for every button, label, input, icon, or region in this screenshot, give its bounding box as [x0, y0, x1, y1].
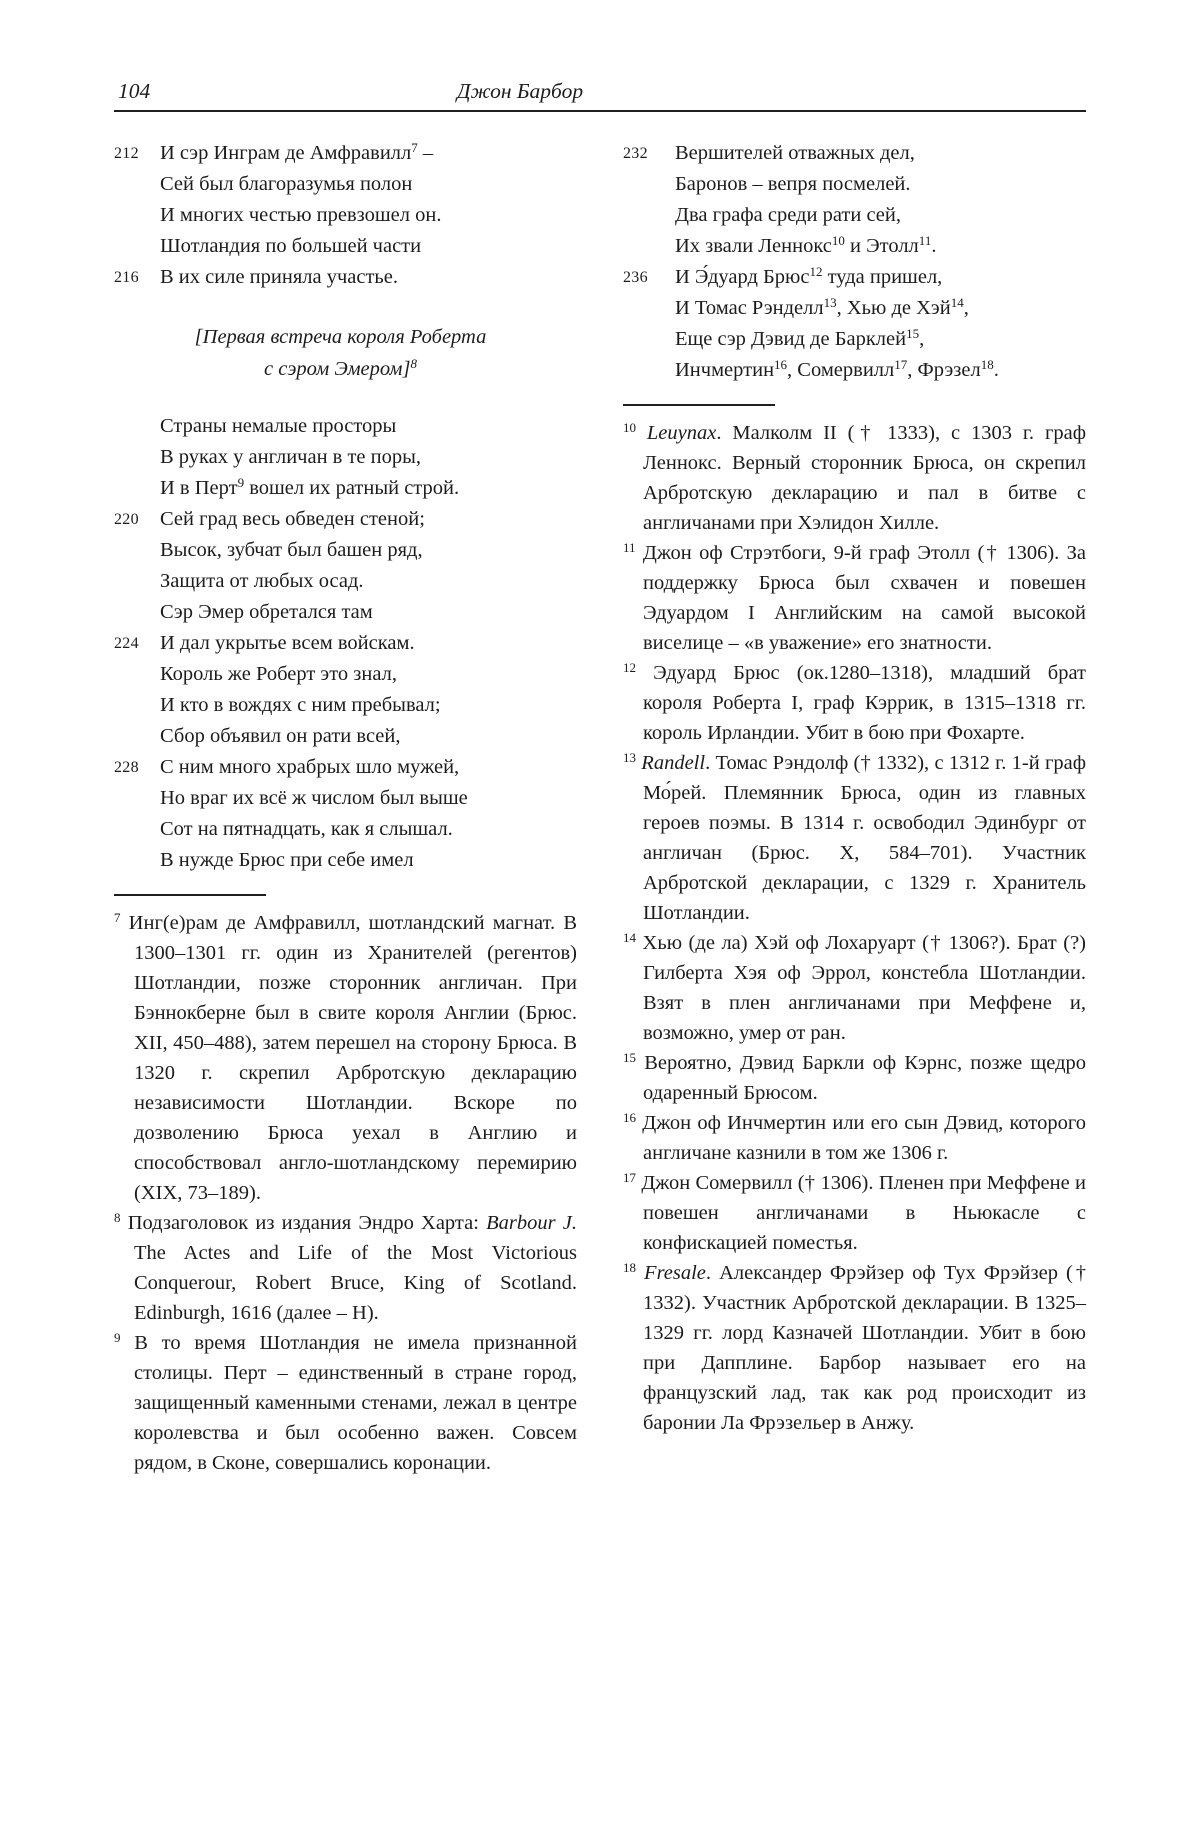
text-run: Инчмертин	[675, 359, 775, 381]
text-run: Подзаголовок из издания Эндро Харта:	[127, 1212, 487, 1234]
text-run: Хью (де ла) Хэй оф Лохаруарт († 1306?). Брат (?) Гилберта Хэя оф Эррол, констебла Шотландии. Взят в плен англичанами при Меффене и, возможно, умер от ран.	[642, 932, 1086, 1044]
footnote	[623, 1258, 1086, 1438]
footnote	[623, 658, 1086, 748]
footnote-number: 15	[623, 1050, 636, 1065]
page-header	[114, 74, 1086, 106]
text-run: Но враг их всё ж числом был выше	[160, 787, 468, 809]
text-run: The Actes and Life of the Most Victorious Conquerour, Robert Bruce, King of Scotland. Edinburgh, 1616 (далее – H).	[134, 1242, 577, 1324]
text-run: Сей град весь обведен стеной;	[160, 508, 425, 530]
text-run: В нужде Брюс при себе имел	[160, 849, 414, 871]
verse-line	[160, 473, 577, 504]
verse-line	[160, 169, 577, 200]
text-run: , Фрэзел	[907, 359, 981, 381]
footnote-ref: 11	[918, 233, 932, 248]
section-heading-line	[114, 353, 567, 385]
italic-text: Barbour J.	[486, 1212, 578, 1234]
footnote-number: 11	[623, 540, 636, 555]
text-run: с сэром Эмером]	[264, 358, 411, 380]
verse-line	[160, 721, 577, 752]
text-run: Сей был благоразумья полон	[160, 173, 413, 195]
footnote-ref: 9	[237, 475, 245, 490]
verse-line-number: 212	[114, 145, 139, 162]
footnotes-right	[623, 418, 1086, 1438]
verse-line	[160, 659, 577, 690]
footnote-ref: 13	[823, 295, 837, 310]
text-run: –	[417, 142, 434, 164]
verse-line	[675, 355, 1086, 386]
footnote	[623, 418, 1086, 538]
verse-line	[675, 231, 1086, 262]
footnote	[623, 1108, 1086, 1168]
verse-line	[160, 442, 577, 473]
text-run: ,	[919, 328, 925, 350]
text-run: , Сомервилл	[787, 359, 895, 381]
footnote	[114, 908, 577, 1208]
footnote-ref: 10	[831, 233, 845, 248]
verse-line	[623, 262, 1086, 293]
verse-block-opening	[114, 138, 577, 293]
text-run: Джон Сомервилл († 1306). Пленен при Меффене и повешен англичанами в Ньюкасле с конфискацией поместья.	[641, 1172, 1087, 1254]
text-run: Высок, зубчат был башен ряд,	[160, 539, 423, 561]
text-run: В то время Шотландия не имела признанной столицы. Перт – единственный в стране город, защищенный каменными стенами, лежал в центре королевства и был особенно важен. Совсем рядом, в Сконе, совершались коронации.	[134, 1332, 577, 1474]
verse-line	[160, 597, 577, 628]
text-run: и Этолл	[844, 235, 919, 257]
verse-line-number: 224	[114, 635, 139, 652]
text-run: вошел их ратный строй.	[244, 477, 460, 499]
text-run: Баронов – вепря посмелей.	[675, 173, 911, 195]
footnote-number: 7	[114, 910, 121, 925]
footnote-number: 12	[623, 660, 636, 675]
text-run: Еще сэр Дэвид де Барклей	[675, 328, 907, 350]
section-heading-line	[114, 321, 567, 353]
footnote-number: 9	[114, 1330, 121, 1345]
verse-block-continuation	[623, 138, 1086, 386]
text-run: Шотландия по большей части	[160, 235, 422, 257]
verse-line	[675, 200, 1086, 231]
section-heading	[114, 321, 567, 385]
footnote	[114, 1208, 577, 1328]
footnote-number: 8	[114, 1210, 121, 1225]
text-run: Король же Роберт это знал,	[160, 663, 397, 685]
text-run: И многих честью превзошел он.	[160, 204, 442, 226]
text-run: И Томас Рэнделл	[675, 297, 824, 319]
footnote-separator	[114, 894, 266, 896]
verse-line	[160, 566, 577, 597]
footnote	[623, 1168, 1086, 1258]
text-run: [Первая встреча короля Роберта	[194, 326, 487, 348]
text-run: . Малколм II († 1333), с 1303 г. граф Леннокс. Верный сторонник Брюса, он скрепил Арбротскую декларацию и пал в битве с англичанами при Хэлидон Хилле.	[643, 422, 1086, 534]
verse-line	[160, 411, 577, 442]
verse-line	[160, 690, 577, 721]
footnote-ref: 17	[894, 357, 908, 372]
text-run: Их звали Леннокс	[675, 235, 832, 257]
footnote	[623, 928, 1086, 1048]
footnote-ref: 15	[906, 326, 920, 341]
text-run: Вершителей отважных дел,	[675, 142, 915, 164]
verse-line	[160, 535, 577, 566]
text-run: Сэр Эмер обретался там	[160, 601, 373, 623]
verse-line	[114, 628, 577, 659]
footnote-number: 10	[623, 420, 636, 435]
italic-text: Leuynax	[646, 422, 717, 444]
footnote	[623, 748, 1086, 928]
footnote-number: 13	[623, 750, 636, 765]
verse-line	[160, 231, 577, 262]
footnote-ref: 8	[410, 356, 417, 371]
text-run: туда пришел,	[822, 266, 943, 288]
footnote-number: 16	[623, 1110, 636, 1125]
text-run: И сэр Инграм де Амфравилл	[160, 142, 412, 164]
text-run: ,	[963, 297, 969, 319]
verse-line	[160, 814, 577, 845]
footnote-ref: 14	[950, 295, 964, 310]
text-run: И в Перт	[160, 477, 238, 499]
footnote-number: 17	[623, 1170, 636, 1185]
verse-line	[114, 504, 577, 535]
text-run: В их силе приняла участье.	[160, 266, 399, 288]
verse-line-number: 220	[114, 511, 139, 528]
verse-block-main	[114, 411, 577, 876]
header-rule	[114, 110, 1086, 112]
verse-line	[114, 262, 577, 293]
text-run: Защита от любых осад.	[160, 570, 364, 592]
text-run: И дал укрытье всем войскам.	[160, 632, 415, 654]
verse-line	[623, 138, 1086, 169]
verse-line	[675, 169, 1086, 200]
left-column	[114, 138, 577, 1478]
verse-line	[114, 138, 577, 169]
text-run: И кто в вождях с ним пребывал;	[160, 694, 441, 716]
text-run: Сот на пятнадцать, как я слышал.	[160, 818, 453, 840]
text-run: Сбор объявил он рати всей,	[160, 725, 401, 747]
footnote-ref: 12	[809, 264, 823, 279]
page-number: 104	[118, 79, 151, 103]
italic-text: Randell	[641, 752, 706, 774]
text-run: Джон оф Стрэтбоги, 9-й граф Этолл († 1306). За поддержку Брюса был схвачен и повешен Эдуардом I Английским на самой высокой виселице – «в уважение» его знатности.	[642, 542, 1086, 654]
text-run: Джон оф Инчмертин или его сын Дэвид, которого англичане казнили в том же 1306 г.	[642, 1112, 1086, 1164]
text-run: Вероятно, Дэвид Баркли оф Кэрнс, позже щедро одаренный Брюсом.	[643, 1052, 1086, 1104]
footnote	[623, 1048, 1086, 1108]
verse-line-number: 216	[114, 269, 139, 286]
verse-line-number: 236	[623, 269, 648, 286]
verse-line	[160, 845, 577, 876]
running-title: Джон Барбор	[456, 79, 584, 103]
footnote-separator	[623, 404, 775, 406]
text-run: Эдуард Брюс (ок.1280–1318), младший брат короля Роберта I, граф Кэррик, в 1315–1318 гг. король Ирландии. Убит в бою при Фохарте.	[643, 662, 1087, 744]
text-run: И Э́дуард Брюс	[675, 266, 810, 288]
footnote	[623, 538, 1086, 658]
right-column	[623, 138, 1086, 1478]
verse-line	[160, 783, 577, 814]
text-run: Инг(е)рам де Амфравилл, шотландский магнат. В 1300–1301 гг. один из Хранителей (регентов) Шотландии, позже сторонник англичан. При Бэннокберне был в свите короля Англии (Брюс. XII, 450–488), затем перешел на сторону Брюса. В 1320 г. скрепил Арбротскую декларацию независимости Шотландии. Вскоре по дозволению Брюса уехал в Англию и способствовал англо-шотландскому перемирию (XIX, 73–189).	[128, 912, 577, 1204]
footnote-number: 18	[623, 1260, 636, 1275]
text-run: . Томас Рэндолф († 1332), с 1312 г. 1-й граф Мо́рей. Племянник Брюса, один из главных героев поэмы. В 1314 г. освободил Эдинбург от англичан (Брюс. X, 584–701). Участник Арбротской декларации, с 1329 г. Хранитель Шотландии.	[643, 752, 1086, 924]
text-run: Страны немалые просторы	[160, 415, 397, 437]
footnote-ref: 18	[980, 357, 994, 372]
verse-line-number: 228	[114, 759, 139, 776]
verse-line-number: 232	[623, 145, 648, 162]
verse-line	[160, 200, 577, 231]
footnote-ref: 7	[411, 140, 418, 155]
footnote	[114, 1328, 577, 1478]
verse-line	[675, 324, 1086, 355]
text-run: Два графа среди рати сей,	[675, 204, 902, 226]
verse-line	[114, 752, 577, 783]
two-column-layout	[114, 138, 1086, 1478]
text-run: С ним много храбрых шло мужей,	[160, 756, 460, 778]
verse-line	[675, 293, 1086, 324]
text-run: , Хью де Хэй	[836, 297, 951, 319]
italic-text: Fresale	[644, 1262, 706, 1284]
text-run: .	[993, 359, 999, 381]
text-run: . Александер Фрэйзер оф Тух Фрэйзер († 1332). Участник Арбротской декларации. В 1325–1329 гг. лорд Казначей Шотландии. Убит в бою при Дапплине. Барбор называет его на французский лад, так как род происходит из баронии Ла Фрэзельер в Анжу.	[643, 1262, 1086, 1434]
text-run: .	[931, 235, 937, 257]
footnote-number: 14	[623, 930, 636, 945]
footnote-ref: 16	[774, 357, 788, 372]
text-run: В руках у англичан в те поры,	[160, 446, 422, 468]
footnotes-left	[114, 908, 577, 1478]
